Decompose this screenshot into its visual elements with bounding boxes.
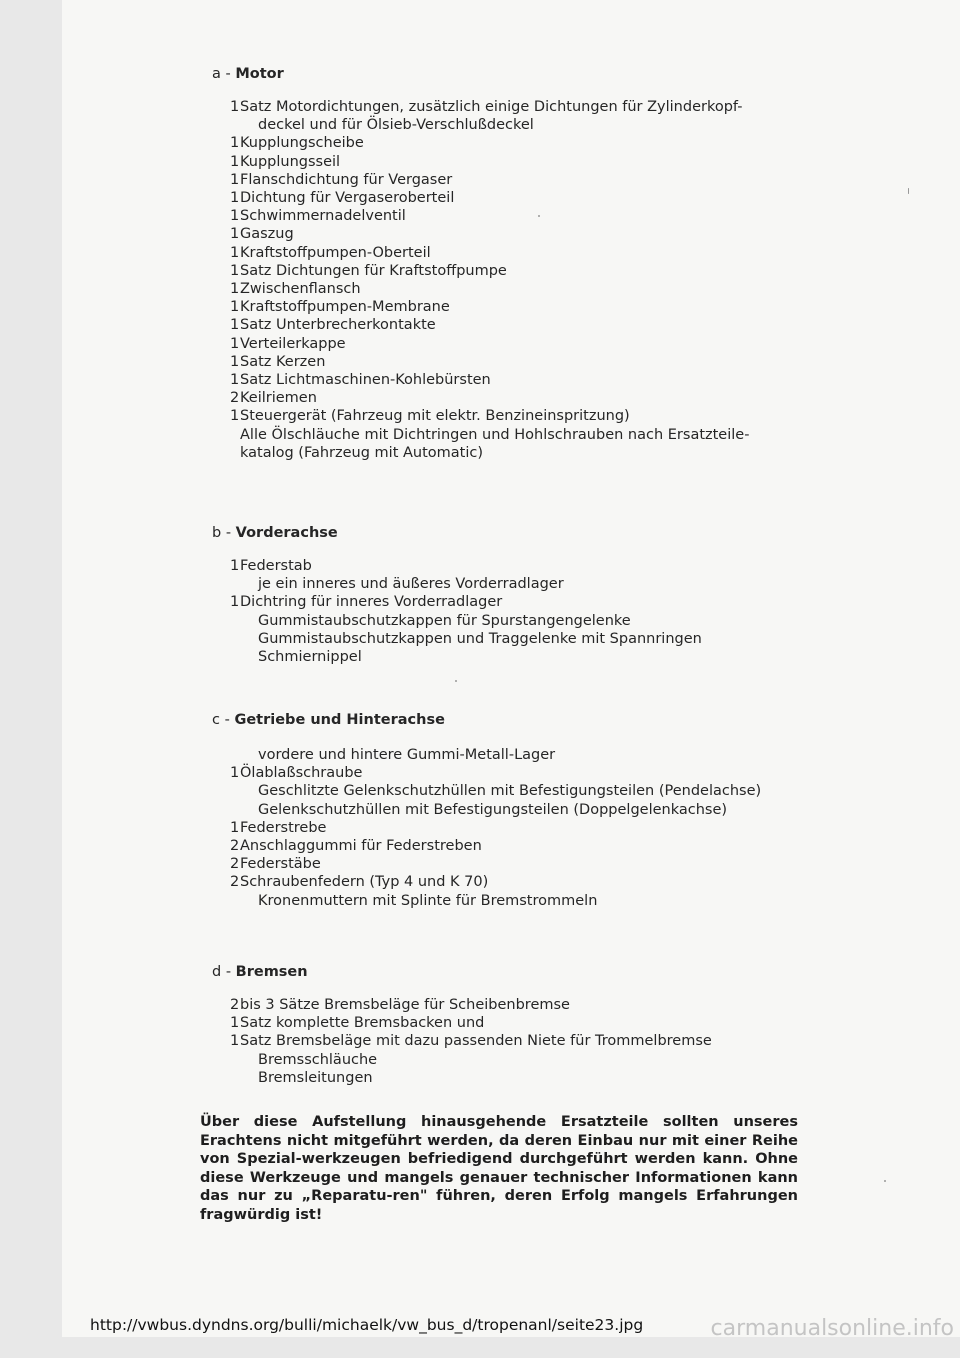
item-text: Gummistaubschutzkappen für Spurstangengelenke — [258, 612, 631, 629]
section-heading — [212, 710, 812, 730]
item-text: Gelenkschutzhüllen mit Befestigungsteilen (Doppelgelenkachse) — [258, 801, 728, 818]
section-letter: a - — [212, 66, 231, 82]
item-text: je ein inneres und äußeres Vorderradlager — [258, 576, 564, 593]
list-item — [212, 171, 812, 189]
list-item — [212, 837, 812, 855]
list-item — [212, 244, 812, 262]
list-item — [212, 648, 812, 666]
list-item — [212, 371, 812, 389]
section-getriebe — [212, 710, 812, 910]
section-heading — [212, 64, 812, 84]
item-quantity: 1 — [230, 208, 240, 225]
item-text: Bremsleitungen — [258, 1069, 373, 1086]
section-letter: d - — [212, 964, 232, 980]
list-item — [212, 593, 812, 611]
item-quantity: 1 — [230, 190, 240, 207]
list-item — [212, 819, 812, 837]
item-text: Schmiernippel — [258, 649, 362, 666]
section-heading — [212, 962, 812, 982]
watermark-logo: carmanualsonline.info — [710, 1316, 954, 1341]
list-item — [212, 782, 812, 800]
item-text: vordere und hintere Gummi-Metall-Lager — [258, 747, 556, 763]
item-quantity: 1 — [230, 226, 240, 243]
item-text: Verteilerkappe — [240, 335, 346, 352]
scan-speck — [455, 680, 457, 682]
item-quantity: 2 — [230, 390, 240, 407]
item-list — [212, 746, 812, 910]
item-quantity: 1 — [230, 262, 240, 279]
item-quantity: 1 — [230, 594, 240, 611]
item-text: Satz Bremsbeläge mit dazu passenden Niete für Trommelbremse — [240, 1033, 712, 1050]
item-list — [212, 98, 812, 426]
item-text: Kraftstoffpumpen-Oberteil — [240, 244, 431, 261]
item-quantity: 1 — [230, 244, 240, 261]
item-list — [212, 996, 812, 1087]
item-quantity: 1 — [230, 765, 240, 782]
scan-speck — [908, 188, 909, 194]
list-item — [212, 996, 812, 1014]
item-text: Gaszug — [240, 226, 294, 243]
item-quantity: 1 — [230, 135, 240, 152]
list-item — [212, 612, 812, 630]
section-title: Vorderachse — [235, 525, 338, 541]
item-quantity: 1 — [230, 819, 240, 836]
source-url[interactable]: http://vwbus.dyndns.org/bulli/michaelk/vw_bus_d/tropenanl/seite23.jpg — [90, 1316, 644, 1334]
item-list — [212, 557, 812, 666]
item-text: Federstab — [240, 558, 312, 574]
list-item — [212, 1051, 812, 1069]
item-quantity: 1 — [230, 1033, 240, 1050]
list-item — [212, 225, 812, 243]
item-quantity: 1 — [230, 299, 240, 316]
item-text: Satz Kerzen — [240, 353, 326, 370]
section-title: Getriebe und Hinterachse — [234, 712, 445, 728]
item-text: Zwischenflansch — [240, 281, 361, 298]
list-item — [212, 335, 812, 353]
list-item — [212, 746, 812, 764]
item-quantity: 1 — [230, 281, 240, 298]
item-text-cont: deckel und für Ölsieb-Verschlußdeckel — [258, 117, 534, 134]
item-text: Schraubenfedern (Typ 4 und K 70) — [240, 874, 489, 891]
item-quantity: 1 — [230, 317, 240, 334]
item-text: Kupplungscheibe — [240, 135, 364, 152]
scan-speck — [884, 1180, 886, 1182]
item-text: Steuergerät (Fahrzeug mit elektr. Benzineinspritzung) — [240, 408, 630, 425]
item-text: Alle Ölschläuche mit Dichtringen und Hohlschrauben nach Ersatzteile- — [240, 426, 750, 443]
section-heading — [212, 523, 812, 543]
list-item — [212, 575, 812, 593]
scan-speck — [538, 215, 540, 217]
item-quantity: 2 — [230, 856, 240, 873]
list-item — [212, 153, 812, 171]
list-item — [212, 801, 812, 819]
item-text: Dichtring für inneres Vorderradlager — [240, 594, 503, 611]
list-item — [212, 280, 812, 298]
list-item — [212, 764, 812, 782]
list-item — [212, 892, 812, 910]
list-item — [212, 1032, 812, 1050]
item-text: Dichtung für Vergaseroberteil — [240, 190, 455, 207]
item-quantity: 1 — [230, 408, 240, 425]
list-item — [212, 557, 812, 575]
list-item — [212, 630, 812, 648]
item-quantity: 2 — [230, 997, 240, 1013]
item-text: Flanschdichtung für Vergaser — [240, 171, 453, 188]
item-text: Kraftstoffpumpen-Membrane — [240, 299, 450, 316]
item-text: Bremsschläuche — [258, 1051, 378, 1068]
item-quantity: 2 — [230, 838, 240, 855]
section-bremsen — [212, 962, 812, 1087]
closing-note: Über diese Aufstellung hinausgehende Ersatzteile sollten unseres Erachtens nicht mitgeführt werden, da deren Einbau nur mit einer Reihe von Spezial-werkzeugen befriedigend durchgeführt werden kann. Ohne diese Werkzeuge und mangels genauer technischer Informationen kann das nur zu „Reparatu-ren" führen, deren Erfolg mangels Erfahrungen fragwürdig ist! — [200, 1114, 798, 1223]
item-quantity: 1 — [230, 99, 240, 115]
list-item — [212, 207, 812, 225]
item-quantity: 2 — [230, 874, 240, 891]
item-text: Kronenmuttern mit Splinte für Bremstrommeln — [258, 892, 598, 909]
item-quantity: 1 — [230, 353, 240, 370]
item-text: Schwimmernadelventil — [240, 208, 406, 225]
section-title: Motor — [235, 66, 284, 82]
item-text: Satz Lichtmaschinen-Kohlebürsten — [240, 372, 491, 389]
list-item — [212, 1069, 812, 1087]
list-item — [212, 873, 812, 891]
item-text: bis 3 Sätze Bremsbeläge für Scheibenbremse — [240, 997, 570, 1013]
section-title: Bremsen — [235, 964, 308, 980]
item-text: Satz Motordichtungen, zusätzlich einige Dichtungen für Zylinderkopf- — [240, 99, 743, 115]
item-quantity: 1 — [230, 372, 240, 389]
item-text: Gummistaubschutzkappen und Traggelenke mit Spannringen — [258, 630, 702, 647]
item-quantity: 1 — [230, 558, 240, 574]
list-item — [212, 98, 812, 116]
section-letter: c - — [212, 712, 230, 728]
item-text: Federstrebe — [240, 819, 327, 836]
item-text: Geschlitzte Gelenkschutzhüllen mit Befestigungsteilen (Pendelachse) — [258, 783, 762, 800]
item-text: Satz Dichtungen für Kraftstoffpumpe — [240, 262, 507, 279]
list-item — [212, 316, 812, 334]
list-item — [212, 353, 812, 371]
list-item — [212, 134, 812, 152]
list-item — [212, 855, 812, 873]
item-text: Kupplungsseil — [240, 153, 341, 170]
item-quantity: 1 — [230, 1015, 240, 1032]
list-item — [212, 389, 812, 407]
list-item — [212, 298, 812, 316]
list-item — [212, 262, 812, 280]
item-text: Satz komplette Bremsbacken und — [240, 1015, 485, 1032]
item-text: Ölablaßschraube — [240, 765, 363, 782]
section-letter: b - — [212, 525, 232, 541]
item-text-cont: katalog (Fahrzeug mit Automatic) — [240, 444, 484, 461]
section-motor — [212, 64, 812, 462]
item-text: Keilriemen — [240, 390, 317, 407]
item-text: Anschlaggummi für Federstreben — [240, 838, 482, 855]
list-item — [212, 1014, 812, 1032]
item-quantity: 1 — [230, 335, 240, 352]
list-item — [212, 407, 812, 425]
item-text: Satz Unterbrecherkontakte — [240, 317, 436, 334]
list-item — [212, 189, 812, 207]
item-quantity: 1 — [230, 153, 240, 170]
section-vorderachse — [212, 523, 812, 666]
item-quantity: 1 — [230, 171, 240, 188]
list-item — [212, 426, 800, 462]
item-text: Federstäbe — [240, 856, 321, 873]
